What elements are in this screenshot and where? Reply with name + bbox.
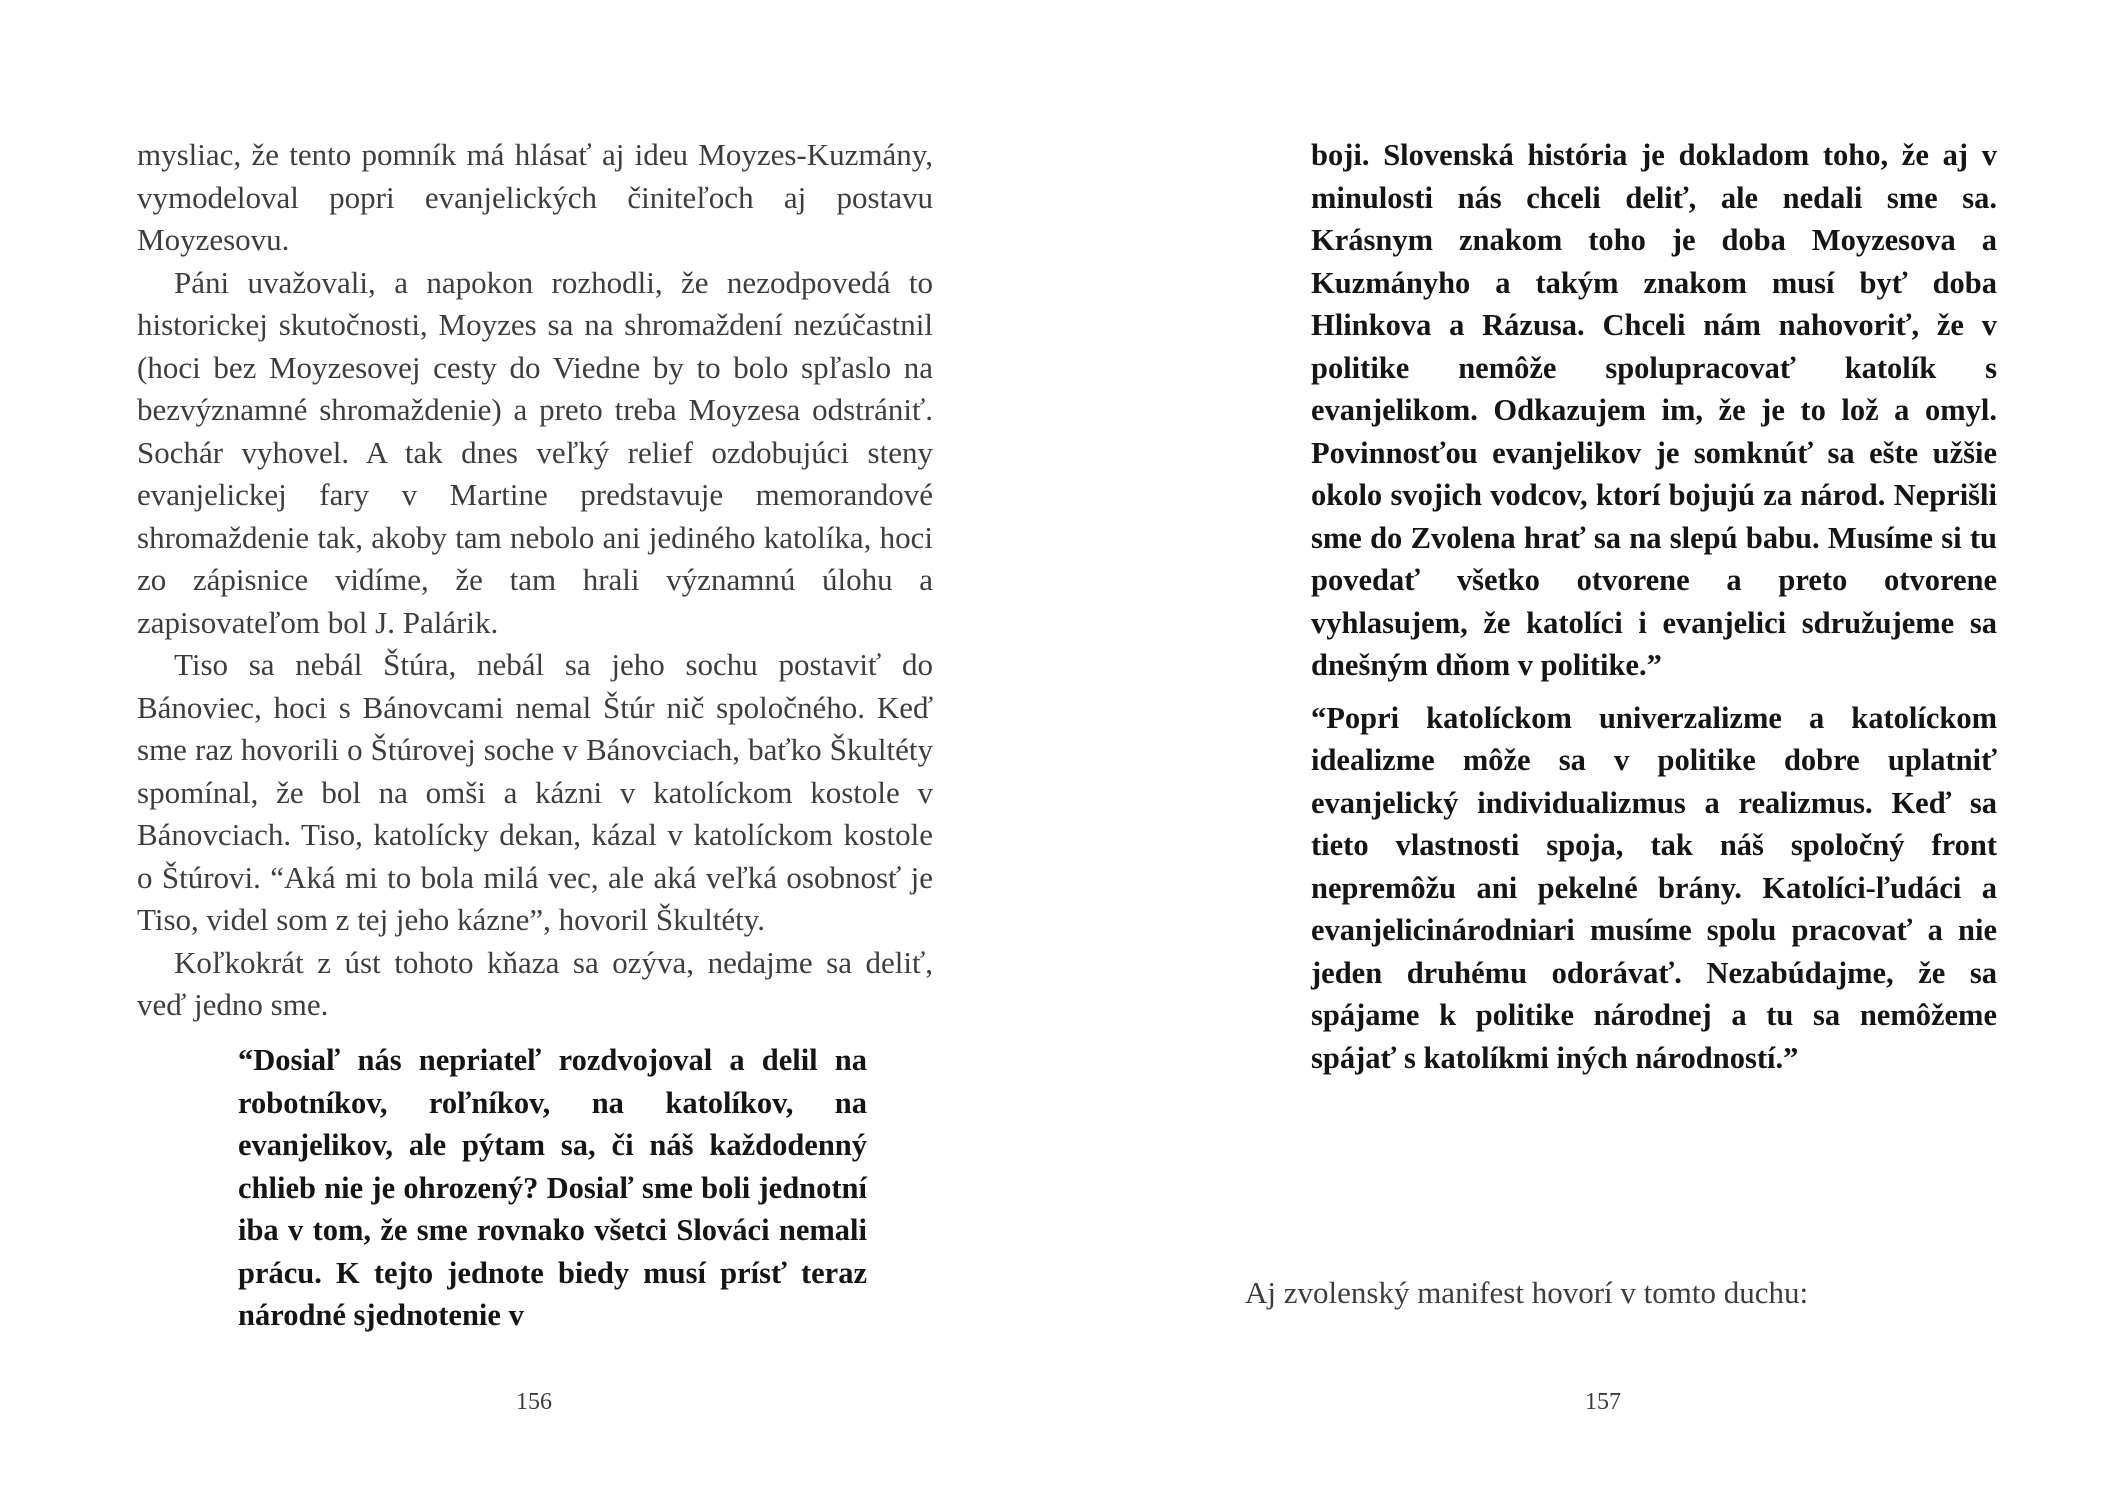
- paragraph: Aj zvolenský manifest hovorí v tomto duchu:: [1245, 1275, 1809, 1310]
- right-closing-text: [1245, 1272, 1997, 1315]
- page-number: 157: [1585, 1389, 1621, 1415]
- right-quote: [1311, 134, 1997, 1079]
- left-body-text: [137, 134, 933, 1027]
- left-quote: [238, 1039, 867, 1337]
- right-page: [1059, 0, 2118, 1500]
- paragraph: Páni uvažovali, a napokon rozhodli, že nezodpovedá to historickej skutočnosti, Moyzes sa na shromaždení nezúčastnil (hoci bez Moyzesovej cesty do Viedne by to bolo spľaslo na bezvýznamné shromaždenie) a preto treba Moyzesa odstrániť. Sochár vyhovel. A tak dnes veľký relief ozdobujúci steny evanjelickej fary v Martine predstavuje memorandové shromaždenie tak, akoby tam nebolo ani jediného katolíka, hoci zo zápisnice vidíme, že tam hrali významnú úlohu a zapisovateľom bol J. Palárik.: [137, 264, 933, 640]
- paragraph: Koľkokrát z úst tohoto kňaza sa ozýva, nedajme sa deliť, veď jedno sme.: [137, 944, 933, 1022]
- paragraph: Tiso sa nebál Štúra, nebál sa jeho sochu postaviť do Bánoviec, hoci s Bánovcami nemal Štúr nič spoločného. Keď sme raz hovorili o Štúrovej soche v Bánovciach, baťko Škultéty spomínal, že bol na omši a kázni v katolíckom kostole v Bánovciach. Tiso, katolícky dekan, kázal v katolíckom kostole o Štúrovi. “Aká mi to bola milá vec, ale aká veľká osobnosť je Tiso, videl som z tej jeho kázne”, hovoril Škultéty.: [137, 647, 933, 937]
- page-number: 156: [516, 1389, 552, 1415]
- quote-paragraph: boji. Slovenská história je dokladom toho, že aj v minulosti nás chceli deliť, ale nedali sme sa. Krásnym znakom toho je doba Moyzesova a Kuzmányho a takým znakom musí byť doba Hlinkova a Rázusa. Chceli nám nahovoriť, že v politike nemôže spolupracovať katolík s evanjelikom. Odkazujem im, že je to lož a omyl. Povinnosťou evanjelikov je somknúť sa ešte užšie okolo svojich vodcov, ktorí bojujú za národ. Neprišli sme do Zvolena hrať sa na slepú babu. Musíme si tu povedať všetko otvorene a preto otvorene vyhlasujem, že katolíci i evanjelici sdružujeme sa dnešným dňom v politike.”: [1311, 138, 1997, 682]
- quote-paragraph: “Popri katolíckom univerzalizme a katolíckom idealizme môže sa v politike dobre uplatniť evanjelický individualizmus a realizmus. Keď sa tieto vlastnosti spoja, tak náš spoločný front nepremôžu ani pekelné brány. Katolíci-ľudáci a evanjelicinárodniari musíme spolu pracovať a nie jeden druhému odorávať. Nezabúdajme, že sa spájame k politike národnej a tu sa nemôžeme spájať s katolíkmi iných národností.”: [1311, 700, 1997, 1075]
- paragraph: mysliac, že tento pomník má hlásať aj ideu Moyzes-Kuzmány, vymodeloval popri evanjelických činiteľoch aj postavu Moyzesovu.: [137, 137, 933, 257]
- quote-paragraph: “Dosiaľ nás nepriateľ rozdvojoval a delil na robotníkov, roľníkov, na katolíkov, na evanjelikov, ale pýtam sa, či náš každodenný chlieb nie je ohrozený? Dosiaľ sme boli jednotní iba v tom, že sme rovnako všetci Slováci nemali prácu. K tejto jednote biedy musí prísť teraz národné sjednotenie v: [238, 1043, 867, 1332]
